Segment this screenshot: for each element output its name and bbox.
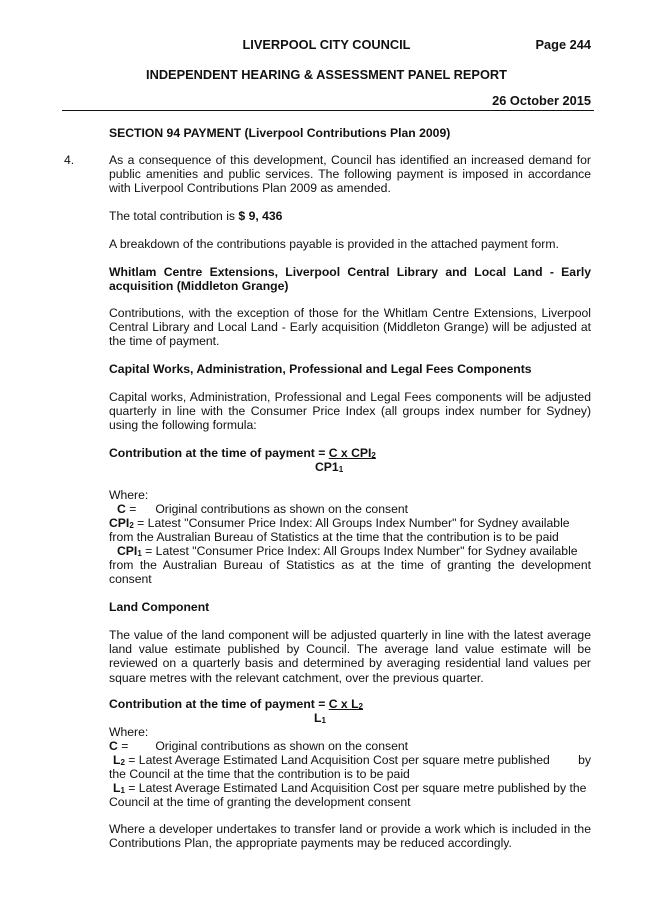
def-cpi1-line3: consent	[109, 572, 152, 586]
council-name: LIVERPOOL CITY COUNCIL	[242, 37, 411, 52]
whitlam-heading: Whitlam Centre Extensions, Liverpool Central Library and Local Land - Early acquisition (Middleton Grange)	[109, 265, 591, 294]
formula-cpi	[109, 446, 591, 460]
whitlam-paragraph: Contributions, with the exception of those for the Whitlam Centre Extensions, Liverpool Central Library and Local Land - Early acquisition (Middleton Grange) will be adjusted at the time of payment.	[109, 306, 591, 349]
section-title: SECTION 94 PAYMENT (Liverpool Contributions Plan 2009)	[109, 126, 451, 140]
capital-paragraph: Capital works, Administration, Professional and Legal Fees components will be adjusted quarterly in line with the Consumer Price Index (all groups index number for Sydney) using the following formula:	[109, 390, 591, 433]
def-c: C = Original contributions as shown on the consent	[117, 502, 409, 516]
where-label: Where:	[109, 488, 149, 502]
header-divider	[62, 110, 594, 111]
item-number: 4.	[64, 153, 75, 167]
def-l1-line2: Council at the time of granting the development consent	[109, 795, 411, 809]
total-label: The total contribution is	[109, 209, 239, 223]
def-l2-line2: the Council at the time that the contribution is to be paid	[109, 767, 410, 781]
def-cpi2-line2: from the Australian Bureau of Statistics at the time that the contribution is to be paid	[109, 530, 559, 544]
def-l2-line1: $L_2$ = Latest Average Estimated Land Acquisition Cost per square metre published by	[113, 753, 591, 767]
report-date: 26 October 2015	[492, 93, 591, 108]
where2-label: Where:	[109, 725, 149, 739]
capital-heading: Capital Works, Administration, Professional and Legal Fees Components	[109, 362, 532, 376]
land-paragraph: The value of the land component will be adjusted quarterly in line with the latest average land value estimate published by Council. The average land value estimate will be reviewed on a quarterly basis and determined by averaging residential land values per square metres with the relevant catchment, over the previous quarter.	[109, 628, 591, 685]
def2-c: C = Original contributions as shown on the consent	[109, 739, 409, 753]
def-cpi2-line1: $CPI_2$ = Latest "Consumer Price Index: All Groups Index Number" for Sydney available	[109, 516, 570, 530]
total-contribution	[109, 209, 591, 223]
formula-cpi-denominator: $CP1_1$	[315, 460, 344, 474]
total-value: $ 9, 436	[238, 209, 283, 223]
def-cpi1-line2: from the Australian Bureau of Statistics as at the time of granting the development	[109, 558, 591, 572]
closing-paragraph: Where a developer undertakes to transfer land or provide a work which is included in the Contributions Plan, the appropriate payments may be reduced accordingly.	[109, 822, 591, 851]
page-number: Page 244	[535, 37, 591, 52]
formula-land	[109, 697, 591, 711]
breakdown-paragraph: A breakdown of the contributions payable is provided in the attached payment form.	[109, 237, 559, 251]
formula-cpi-numerator: C x $CPI_2$	[328, 446, 376, 460]
intro-paragraph: As a consequence of this development, Council has identified an increased demand for public amenities and public services. The following payment is imposed in accordance with Liverpool Contributions Plan 2009 as amended.	[109, 153, 591, 196]
def-cpi1-line1: $CPI_1$ = Latest "Consumer Price Index: All Groups Index Number" for Sydney available	[117, 544, 578, 558]
formula-land-numerator: C x $L_2$	[328, 697, 363, 711]
land-heading: Land Component	[109, 600, 210, 614]
formula-cpi-label: Contribution at the time of payment =	[109, 446, 329, 460]
formula-land-label: Contribution at the time of payment =	[109, 697, 329, 711]
formula-land-denominator: $L_1$	[314, 711, 326, 725]
def-l1-line1: $L_1$ = Latest Average Estimated Land Acquisition Cost per square metre published by the	[113, 781, 587, 795]
report-title: INDEPENDENT HEARING & ASSESSMENT PANEL REPORT	[146, 67, 507, 82]
